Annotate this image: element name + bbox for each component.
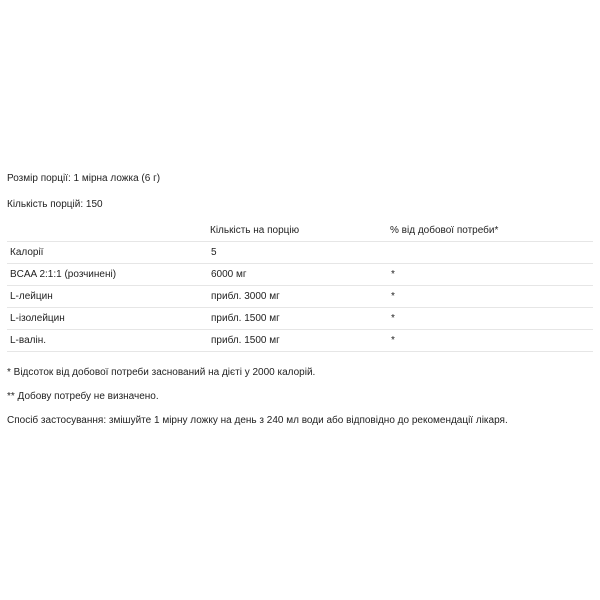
not-established-footnote: ** Добову потребу не визначено. [7, 391, 159, 402]
table-row [7, 330, 593, 352]
row-daily-value: * [387, 286, 593, 308]
serving-size: Розмір порції: 1 мірна ложка (6 г) [7, 173, 161, 184]
row-daily-value: * [387, 330, 593, 352]
row-amount: 5 [207, 242, 387, 264]
row-amount: прибл. 3000 мг [207, 286, 387, 308]
row-daily-value: * [387, 308, 593, 330]
table-row [7, 242, 593, 264]
row-name: BCAA 2:1:1 (розчинені) [7, 264, 207, 286]
servings-per-container: Кількість порцій: 150 [7, 199, 103, 210]
column-header-amount: Кількість на порцію [207, 220, 387, 242]
row-daily-value: * [387, 264, 593, 286]
table-header-row [7, 220, 593, 242]
row-daily-value [387, 242, 593, 264]
nutrition-table [7, 220, 593, 352]
row-amount: 6000 мг [207, 264, 387, 286]
column-header-daily-value: % від добової потреби* [387, 220, 593, 242]
supplement-facts [7, 172, 593, 428]
row-name: L-лейцин [7, 286, 207, 308]
directions-text: Спосіб застосування: змішуйте 1 мірну ложку на день з 240 мл води або відповідно до рекомендації лікаря. [7, 415, 508, 426]
row-name: Калорії [7, 242, 207, 264]
daily-value-footnote: * Відсоток від добової потреби заснований на дієті у 2000 калорій. [7, 367, 316, 378]
table-row [7, 264, 593, 286]
column-header-name [7, 220, 207, 242]
footnotes [7, 366, 593, 428]
row-name: L-валін. [7, 330, 207, 352]
row-amount: прибл. 1500 мг [207, 330, 387, 352]
row-amount: прибл. 1500 мг [207, 308, 387, 330]
table-row [7, 308, 593, 330]
table-row [7, 286, 593, 308]
row-name: L-ізолейцин [7, 308, 207, 330]
